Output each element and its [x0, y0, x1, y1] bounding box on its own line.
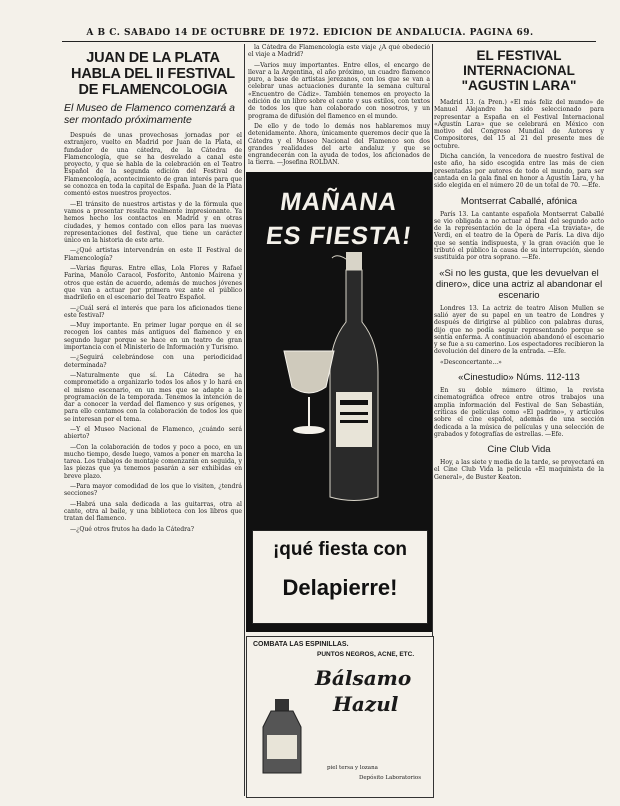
- column-right: [434, 44, 604, 799]
- paragraph: —Para mayor comodidad de los que lo visiten, ¿tendrá secciones?: [64, 483, 242, 498]
- headline-festival-agustin-lara: EL FESTIVAL INTERNACIONAL "AGUSTIN LARA": [461, 48, 577, 93]
- paragraph: Después de unas provechosas jornadas por el extranjero, vuelto en Madrid por Juan de la Plata, el fundador de una cátedra, de la Cátedra de Flamencología, que se ha desvelado a canal este proyecto, y que se habla de la celebración en el Teatro Español de la segunda edición del Festival de Flamencología, acontecimiento de gran interés para que se conozca en toda la capital de España. Juan de la Plata comentó estos nuestros proyectos.: [64, 132, 242, 198]
- ad-slogan-box: [252, 530, 428, 624]
- paragraph: En su doble número último, la revista cinematográfica ofrece entre otros trabajos una amplia información del Festival de San Sebastián, críticas de películas como «El padrino», y artículos sobre el cine español, además de una sección dedicada a la música de películas y una selección de grabados y fotografías de estrellas. —Efe.: [434, 387, 604, 438]
- ad-small-piel: piel tersa y lozana: [327, 765, 378, 771]
- ad-slogan-line1: ¡qué fiesta con: [272, 539, 408, 560]
- paragraph: París 13. La cantante española Montserrat Caballé se vio obligada a no actuar al final del segundo acto de la representación de la ópera «La traviata», de Verdi, en el teatro de la Ópera de París. La diva dijo que se sentía indispuesta, y la gran ovación que le tributó el público la causa de su interrupción, siendo sustituida por otra soprano. —Efe.: [434, 210, 604, 262]
- paragraph: —Varios muy importantes. Entre ellos, el encargo de llevar a la Argentina, el año próximo, un cuadro flamenco puro, a base de artistas jerezanos, con los que se van a celebrar unas actuaciones durante la semana cultural «Encuentro de Cádiz». También tenemos en proyecto la edición de un libro sobre el cante y sus estilos, con textos de todos los que han colaborado con nosotros, y un programa de difusión del flamenco en el mundo.: [248, 61, 430, 120]
- ad-brand-balsamo: Bálsamo: [315, 666, 412, 690]
- paragraph: De ello y de todo lo demás nos hablaremos muy detenidamente. Ahora, únicamente queremos decir que la Cátedra y el Museo Nacional del Flamenco son dos grandes realidades del arte andaluz y que se engrandecerán con la ayuda de todos, los aficionados de la tierra. —Josefina ROLDAN.: [248, 122, 430, 167]
- subhead-actriz: «Si no les gusta, que les devuelvan el dinero», dice una actriz al abandonar el escenario: [435, 267, 603, 301]
- paragraph: Londres 13. La actriz de teatro Alison Mullen se salió ayer de su papel en un teatro de Londres y después de dirigirse al público con palabras duras, dijo que no podía seguir representando porque se sentía enferma. A continuación abandonó el escenario y se fue a su camerino. Los espectadores recibieron la devolución del dinero de la entrada. —Efe.: [434, 304, 604, 356]
- paragraph: la Cátedra de Flamencología este viaje ¿A qué obedeció el viaje a Madrid?: [248, 44, 430, 59]
- paragraph: Madrid 13. (a Pren.) «El más feliz del mundo» de Manuel Alejandre ha sido seleccionado para representar a España en el Festival Internacional «Agustín Lara» que se celebrará en México con motivo del Congreso Mundial de Autores y Compositores, del 15 al 21 del presente mes de octubre.: [434, 99, 604, 150]
- ad-line-espinillas: COMBATA LAS ESPINILLAS.: [253, 641, 349, 648]
- paragraph: —Naturalmente que sí. La Cátedra se ha comprometido a organizarlo todos los años y lo hará en el mismo escenario, en un mes que se adapte a la programación de la temporada. Tenemos la intención de dar a conocer la verdad del flamenco y sus orígenes, y para ello contamos con la colaboración de todos los que se interesan por el tema.: [64, 371, 242, 423]
- paragraph: —¿Cuál será el interés que para los aficionados tiene este festival?: [64, 304, 242, 319]
- ad-banner-manana: MAÑANA: [278, 188, 400, 216]
- ad-line-puntos: PUNTOS NEGROS, ACNE, ETC.: [317, 651, 415, 658]
- paragraph: «Desconcertante...»: [440, 358, 502, 366]
- paragraph: —¿Qué otros frutos ha dado la Cátedra?: [70, 525, 194, 533]
- paragraph: Dicha canción, la vencedora de nuestro festival de este año, ha sido escogida entre las más de cien presentadas por autores de todo el mundo, para ser cantada en la gala final en honor a Agustín Lara, y ha sido elegida en el número 20 de un total de 70. —Efe.: [434, 153, 604, 190]
- header-rule: [62, 41, 596, 42]
- deck-museo-flamenco: El Museo de Flamenco comenzará a ser montado próximamente: [64, 102, 235, 126]
- ad-slogan-line2: Delapierre!: [282, 575, 398, 600]
- headline-flamencologia: JUAN DE LA PLATA HABLA DEL II FESTIVAL DE FLAMENCOLOGIA: [71, 50, 235, 98]
- subhead-cine-club: Cine Club Vida: [487, 444, 551, 456]
- paragraph: —Varias figuras. Entre ellas, Lola Flores y Rafael Farina, Manolo Caracol, Fosforito, Antonio Mairena y otros que están de acuerdo, además de muchos jóvenes que van a actuar por primera vez ante el público madrileño en el escenario del Teatro Español.: [64, 265, 242, 302]
- ad-brand-hazul: Hazul: [333, 692, 399, 716]
- paragraph: —El tránsito de nuestros artistas y de la fórmula que vamos a presentar resulta realmente impresionante. Ya hemos hecho los contactos en Madrid y en otras ciudades, y hemos contado con ellos para las nuevas representaciones del festival, que tiene un carácter único en la historia de este arte.: [64, 200, 242, 245]
- paragraph: —¿Qué artistas intervendrán en este II Festival de Flamencología?: [64, 247, 242, 262]
- paragraph: —Muy importante. En primer lugar porque en él se recogen los cantes más antiguos del flamenco y en segundo lugar porque se hace en un teatro de gran importancia con el Ministerio de Información y Turismo.: [64, 322, 242, 352]
- paragraph: —Y el Museo Nacional de Flamenco, ¿cuándo será abierto?: [64, 425, 242, 441]
- article-flamencologia: [64, 44, 242, 794]
- subhead-caballe: Montserrat Caballé, afónica: [460, 195, 578, 207]
- paragraph: —Con la colaboración de todos y poco a poco, en un mucho tiempo, desde luego, vamos a poner en marcha la tarea. Los trabajos de montaje comenzarán en seguida, y las piezas que ya tenemos pasarán a ser exhibidas en breve plazo.: [64, 443, 242, 480]
- page-header: A B C. SABADO 14 DE OCTUBRE DE 1972. EDICION DE ANDALUCIA. PAGINA 69.: [86, 28, 534, 38]
- advertisement-balsamo: [246, 636, 434, 798]
- paragraph: —Habrá una sala dedicada a las guitarras, otra al cante, otra al baile, y una biblioteca con los libros que tratan del flamenco.: [64, 500, 242, 523]
- champagne-glass-icon: [280, 347, 338, 437]
- ad-banner-es-fiesta: ES FIESTA!: [264, 222, 414, 250]
- paragraph: Hoy, a las siete y media de la tarde, se proyectará en el Cine Club Vida la película «El maquinista de la General», de Buster Keaton.: [434, 459, 604, 481]
- column-divider-1: [244, 44, 245, 796]
- subhead-cinestudio: «Cinestudio» Núms. 112-113: [458, 372, 580, 384]
- ad-small-deposito: Depósito Laboratorios: [359, 775, 422, 781]
- balm-bottle-icon: [257, 697, 307, 777]
- paragraph: —¿Seguirá celebrándose con una periodicidad determinada?: [64, 354, 242, 369]
- article-continuation: [248, 44, 430, 169]
